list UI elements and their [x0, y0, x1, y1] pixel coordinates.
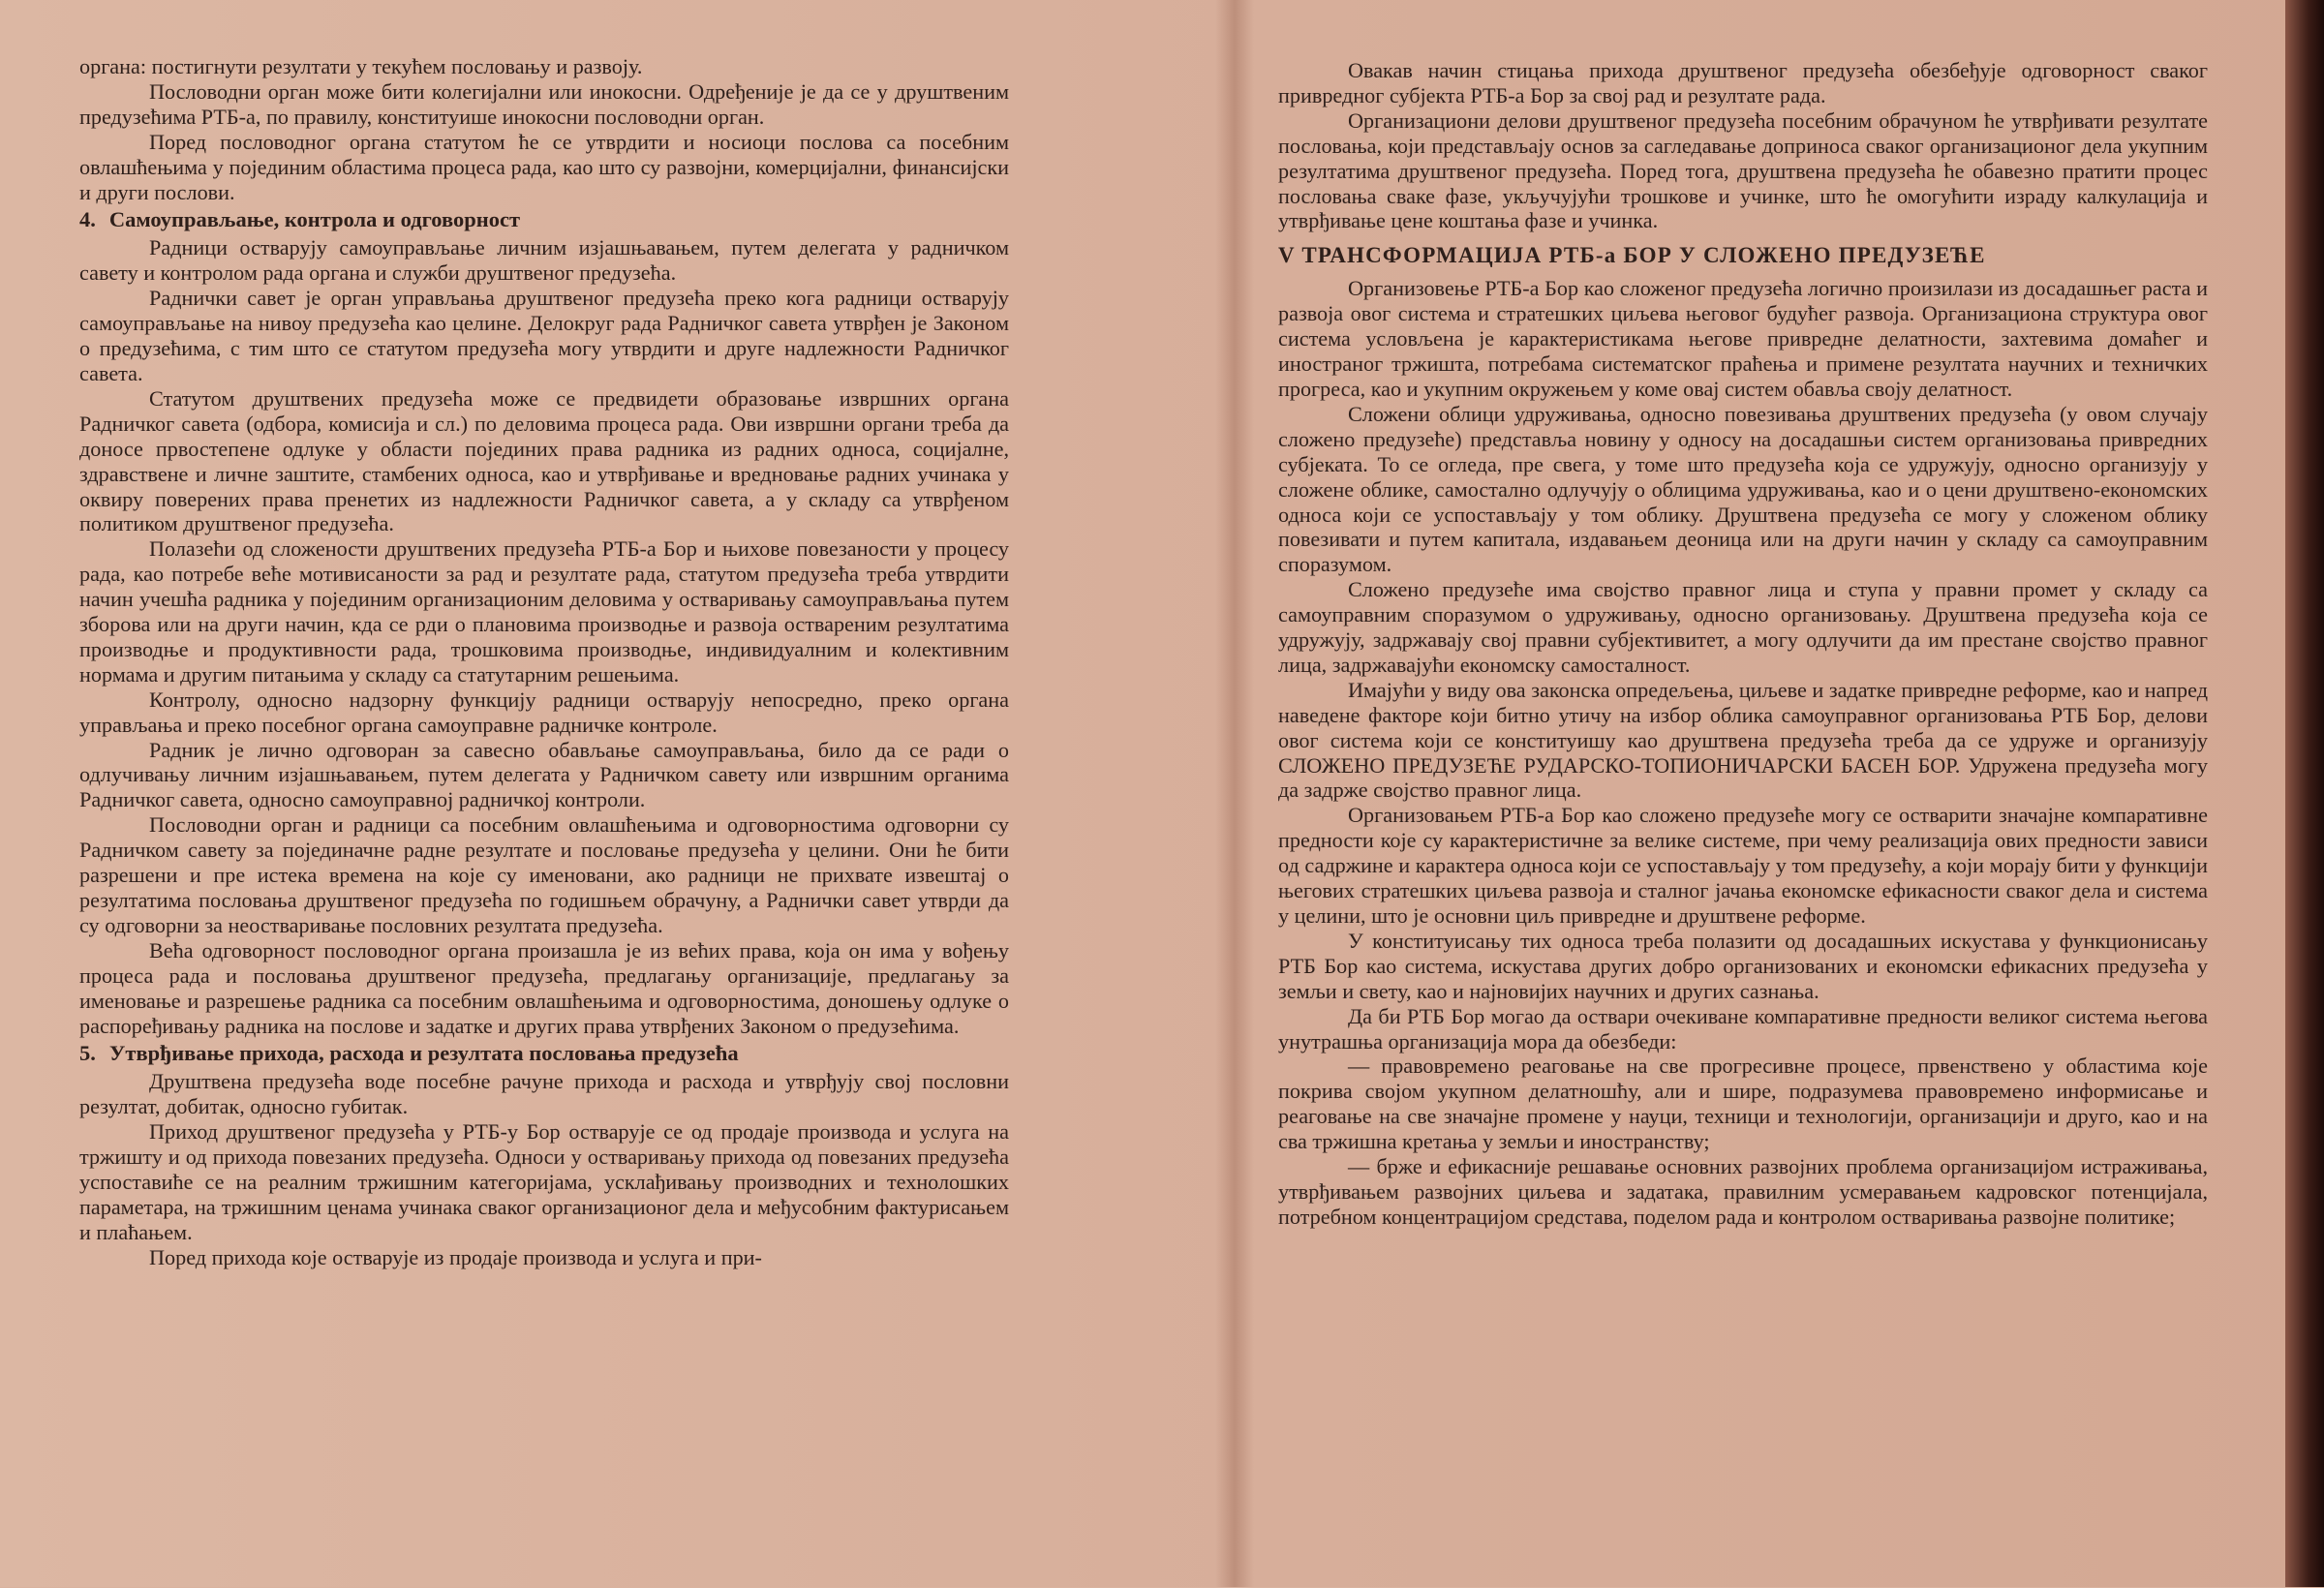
- list-item: — брже и ефикасније решавање основних развојних проблема организацијом истраживања, утврђивањем развојних циљева и задатака, правилним усмеравањем кадровског потенцијала, потребном концентрацијом средстава, поделом рада и контролом остваривања развојне политике;: [1278, 1154, 2208, 1229]
- paragraph: Организовањем РТБ-а Бор као сложено предузеће могу се остварити значајне компаративне предности које су карактеристичне за велике системе, при чему реализација ових предности зависи од садржине и карактера односа који се успостављају у том предузећу, а који морају бити у функцији његових стратешких циљева развоја и сталног јачања економске ефикасности сваког дела и система у целини, што је основни циљ привредне и друштвене реформе.: [1278, 803, 2208, 928]
- section-title: Самоуправљање, контрола и одговорност: [108, 207, 520, 232]
- paragraph: Радници остварују самоуправљање личним изјашњавањем, путем делегата у радничком савету и контролом рада органа и служби друштвеног предузећа.: [79, 235, 1009, 286]
- paragraph: Да би РТБ Бор могао да оствари очекиване компаративне предности великог система његова унутрашња организација мора да обезбеди:: [1278, 1003, 2208, 1054]
- paragraph: Поред пословодног органа статутом ће се утврдити и носиоци послова са посебним овлашћењима у појединим областима процеса рада, као што су развојни, комерцијални, финансијски и други послови.: [79, 129, 1009, 204]
- paragraph: Статутом друштвених предузећа може се предвидети образовање извршних органа Радничког савета (одбора, комисија и сл.) по деловима процеса рада. Ови извршни органи треба да доносе првостепене одлуке у области појединих права радника из радних односа, социјалне, здравствене и личне заштите, стамбених односа, као и утврђивање и вредновање радних учинака у оквиру поверених права пренетих из надлежности Радничког савета, а у складу са утврђеном политиком друштвеног предузећа.: [79, 385, 1009, 536]
- paragraph: Контролу, односно надзорну функцију радници остварују непосредно, преко органа управљања и преко посебног органа самоуправне радничке контроле.: [79, 687, 1009, 737]
- left-page-column: [79, 54, 1009, 1584]
- section-heading: [79, 1040, 1009, 1067]
- paragraph: Сложено предузеће има својство правног лица и ступа у правни промет у складу са самоуправним споразумом о удруживању, односно организовању. Друштвена предузећа која се удружују, задржавају свој правни субјективитет, а могу одлучити да им престане својство правног лица, задржавајући економску самосталност.: [1278, 577, 2208, 677]
- paragraph: Радник је лично одговоран за савесно обављање самоуправљања, било да се ради о одлучивању личним изјашњавањем, путем делегата у Радничком савету или извршним органима Радничког савета, односно самоуправној радничкој контроли.: [79, 737, 1009, 812]
- paragraph: Имајући у виду ова законска опредељења, циљеве и задатке привредне реформе, као и напред наведене факторе који битно утичу на избор облика самоуправног организовања РТБ Бор, делови овог система који се конституишу као друштвена предузећа треба да се удруже и организују СЛОЖЕНО ПРЕДУЗЕЋЕ РУДАРСКО-ТОПИОНИЧАРСКИ БАСЕН БОР. Удружена предузећа могу да задрже својство правног лица.: [1278, 677, 2208, 803]
- chapter-heading: V ТРАНСФОРМАЦИЈА РТБ-а БОР У СЛОЖЕНО ПРЕДУЗЕЋЕ: [1278, 243, 1986, 268]
- paragraph: Друштвена предузећа воде посебне рачуне прихода и расхода и утврђују свој пословни резултат, добитак, односно губитак.: [79, 1069, 1009, 1119]
- paragraph: Организациони делови друштвеног предузећа посебним обрачуном ће утврђивати резултате пословања, који представљају основ за сагледавање доприноса сваког организационог дела укупним резултатима друштвеног предузећа. Поред тога, друштвена предузећа ће обавезно пратити процес пословања сваке фазе, укључујући трошкове и учинке, што ће омогућити израду калкулација и утврђивање цене коштања фазе и учинка.: [1278, 107, 2208, 233]
- paragraph: органа: постигнути резултати у текућем пословању и развоју.: [79, 54, 643, 78]
- paragraph: Раднички савет је орган управљања друштвеног предузећа преко кога радници остварују самоуправљање на нивоу предузећа као целине. Делокруг рада Радничког савета утврђен је Законом о предузећима, с тим што се статутом предузећа могу утврдити и друге надлежности Радничког савета.: [79, 286, 1009, 385]
- paragraph: Овакав начин стицања прихода друштвеног предузећа обезбеђује одговорност сваког привредног субјекта РТБ-а Бор за свој рад и резултате рада.: [1278, 58, 2208, 107]
- section-heading: [79, 206, 1009, 233]
- right-page-column: [1278, 58, 2208, 1588]
- paragraph: Поред прихода које остварује из продаје производа и услуга и при-: [149, 1244, 762, 1269]
- paragraph: Приход друштвеног предузећа у РТБ-у Бор остварује се од продаје производа и услуга на тржишту и од прихода повезаних предузећа. Односи у остваривању прихода од повезаних предузећа успоставиће се на реалним тржишним категоријама, усклађивању производних и технолошких параметара, на тржишним ценама учинака сваког организационог дела и међусобним фактурисањем и плаћањем.: [79, 1119, 1009, 1244]
- section-number: 4.: [79, 207, 96, 232]
- section-title: Утврђивање прихода, расхода и резултата пословања предузећа: [108, 1041, 739, 1066]
- page-edge-shadow: [2285, 0, 2324, 1587]
- list-item: — правовремено реаговање на све прогресивне процесе, првенствено у областима које покрива својом укупном делатношћу, али и шире, подразумева правовремено информисање и реаговање на све значајне промене у науци, техници и технологији, организацији и друго, као и на сва тржишна кретања у земљи и иностранству;: [1278, 1054, 2208, 1154]
- paragraph: У конституисању тих односа треба полазити од досадашњих искустава у функционисању РТБ Бор као система, искустава других добро организованих и економски ефикасних предузећа у земљи и свету, као и најновијих научних и других сазнања.: [1278, 928, 2208, 1003]
- paragraph: Већа одговорност пословодног органа произашла је из већих права, која он има у вођењу процеса рада и пословања друштвеног предузећа, предлагању организације, предлагању за именовање и разрешење радника са посебним овлашћењима и одговорностима, доношењу одлуке о распоређивању радника на послове и задатке и других права утврђених Законом о предузећима.: [79, 937, 1009, 1038]
- paragraph: Пословодни орган и радници са посебним овлашћењима и одговорностима одговорни су Радничком савету за појединачне радне резултате и пословање предузећа у целини. Они ће бити разрешени и пре истека времена на које су именовани, ако радници не прихвате извештај о резултатима пословања друштвеног предузећа по годишњем обрачуну, а Раднички савет утврди да су одговорни за неостваривање пословних резултата предузећа.: [79, 812, 1009, 937]
- paragraph: Организовење РТБ-а Бор као сложеног предузећа логично произилази из досадашњег раста и развоја овог система и стратешких циљева његовог будућег развоја. Организациона структура овог система условљена је карактеристикама његове привредне делатности, захтевима домаћег и иностраног тржишта, потребама систематског праћења и примене резултата научних и техничких прогреса, као и укупним окружењем у коме овај систем обавља своју делатност.: [1278, 276, 2208, 401]
- paragraph: Пословодни орган може бити колегијални или инокосни. Одређеније је да се у друштвеним предузећима РТБ-а, по правилу, конституише инокосни пословодни орган.: [79, 78, 1009, 129]
- page-gutter: [1215, 0, 1254, 1587]
- section-number: 5.: [79, 1041, 96, 1066]
- paragraph: Сложени облици удруживања, односно повезивања друштвених предузећа (у овом случају сложено предузеће) представља новину у односу на досадашњи систем организовања привредних субјеката. То се огледа, пре свега, у томе што предузећа која се удружују, односно организују у сложене облике, самостално одлучују о облицима удруживања, као и о цени друштвено-економских односа који се успостављају у том облику. Друштвена предузећа се могу у сложеном облику повезивати и путем капитала, издавањем деоница или на други начин у складу са самоуправним споразумом.: [1278, 401, 2208, 577]
- paragraph: Полазећи од сложености друштвених предузећа РТБ-а Бор и њихове повезаности у процесу рада, као потребе веће мотивисаности за рад и резултате рада, статутом предузећа треба утврдити начин учешћа радника у појединим организационим деловима у остваривању самоуправљања путем зборова или на други начин, кда се рди о плановима производње и развоја оствареним резултатима производње и продуктивности рада, трошковима производње, индивидуалним и колективним нормама и другим питањима у складу са статутарним решењима.: [79, 536, 1009, 687]
